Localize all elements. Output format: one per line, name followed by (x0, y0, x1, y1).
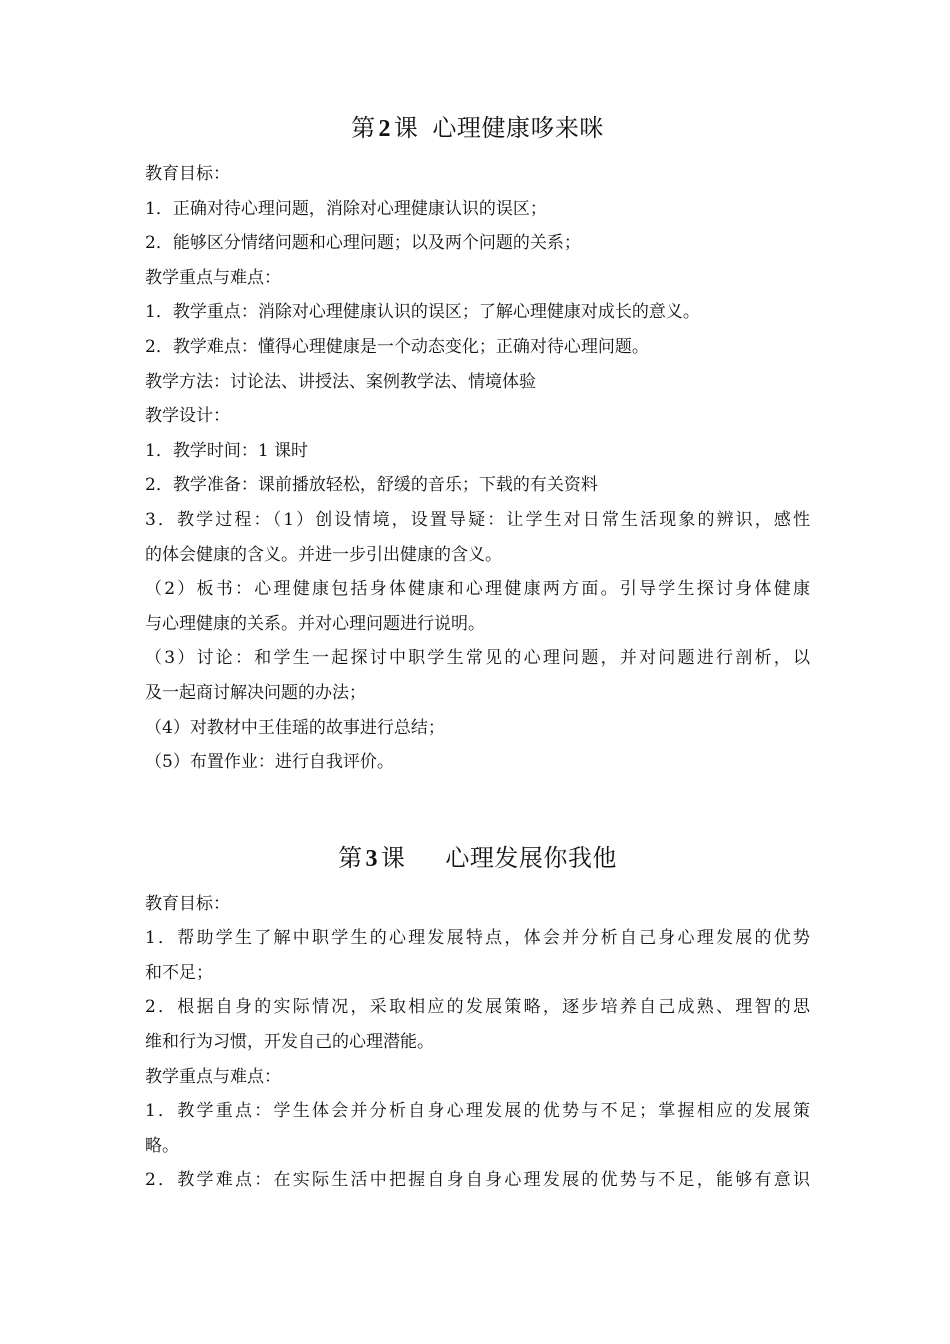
lesson-2-design-time: 1．教学时间：1 课时 (145, 440, 309, 461)
lesson-3-title-number: 3 (365, 845, 378, 872)
lesson-3-title-prefix: 第 (338, 843, 363, 872)
lesson-2-process-step-3-line-2: 及一起商讨解决问题的办法； (145, 682, 366, 703)
lesson-3-key-point-line-2: 略。 (145, 1135, 179, 1156)
lesson-2-key-point: 1．教学重点：消除对心理健康认识的误区；了解心理健康对成长的意义。 (145, 302, 700, 323)
lesson-2-title-unit: 课 (393, 114, 419, 142)
lesson-3-key-point-line-1: 1．教学重点：学生体会并分析自身心理发展的优势与不足；掌握相应的发展策 (145, 1101, 810, 1122)
lesson-2-process-step-2-line-2: 与心理健康的关系。并对心理问题进行说明。 (145, 613, 485, 634)
lesson-2-goal-2: 2．能够区分情绪问题和心理问题；以及两个问题的关系； (145, 233, 581, 254)
section-spacer (145, 780, 810, 840)
lesson-3-title-name: 心理发展你我他 (445, 843, 617, 872)
lesson-2-heading-goals: 教育目标： (145, 164, 230, 184)
lesson-3-goal-1-line-2: 和不足； (145, 962, 213, 983)
lesson-3-title (145, 840, 810, 877)
lesson-3-section (145, 840, 810, 1198)
lesson-3-goal-2-line-1: 2．根据自身的实际情况，采取相应的发展策略，逐步培养自己成熟、理智的思 (145, 997, 810, 1018)
lesson-2-title-prefix: 第 (351, 114, 376, 142)
lesson-3-goal-1-line-1: 1．帮助学生了解中职学生的心理发展特点，体会并分析自己身心理发展的优势 (145, 928, 810, 949)
lesson-3-goal-2-line-2: 维和行为习惯，开发自己的心理潜能。 (145, 1032, 434, 1053)
lesson-2-goal-1: 1．正确对待心理问题，消除对心理健康认识的误区； (145, 198, 547, 219)
lesson-2-process-line-1: 3．教学过程：（1）创设情境，设置导疑：让学生对日常生活现象的辨识，感性 (145, 509, 810, 530)
lesson-2-section (145, 110, 810, 780)
lesson-3-difficulty-line-1: 2．教学难点：在实际生活中把握自身自身心理发展的优势与不足，能够有意识 (145, 1170, 810, 1191)
lesson-2-heading-key-points: 教学重点与难点： (145, 267, 281, 288)
lesson-2-design-prep: 2．教学准备：课前播放轻松，舒缓的音乐；下载的有关资料 (145, 475, 598, 496)
lesson-2-process-step-5: （5）布置作业：进行自我评价。 (145, 752, 394, 773)
lesson-2-title-number: 2 (378, 116, 391, 142)
lesson-2-process-step-3-line-1: （3）讨论：和学生一起探讨中职学生常见的心理问题，并对问题进行剖析，以 (145, 648, 810, 669)
lesson-3-title-unit: 课 (380, 843, 406, 872)
lesson-3-heading-key-points: 教学重点与难点： (145, 1066, 281, 1087)
lesson-2-title-name: 心理健康哆来咪 (432, 114, 604, 142)
document-content (145, 110, 810, 1198)
lesson-2-difficulty: 2．教学难点：懂得心理健康是一个动态变化；正确对待心理问题。 (145, 336, 649, 357)
lesson-2-title (145, 110, 810, 147)
lesson-2-methods: 教学方法：讨论法、讲授法、案例教学法、情境体验 (145, 371, 536, 392)
lesson-2-process-line-2: 的体会健康的含义。并进一步引出健康的含义。 (145, 544, 502, 565)
lesson-2-process-step-4: （4）对教材中王佳瑶的故事进行总结； (145, 717, 445, 738)
lesson-2-heading-design: 教学设计： (145, 406, 230, 427)
lesson-2-process-step-2-line-1: （2）板书：心理健康包括身体健康和心理健康两方面。引导学生探讨身体健康 (145, 579, 810, 600)
lesson-3-heading-goals: 教育目标： (145, 893, 230, 914)
